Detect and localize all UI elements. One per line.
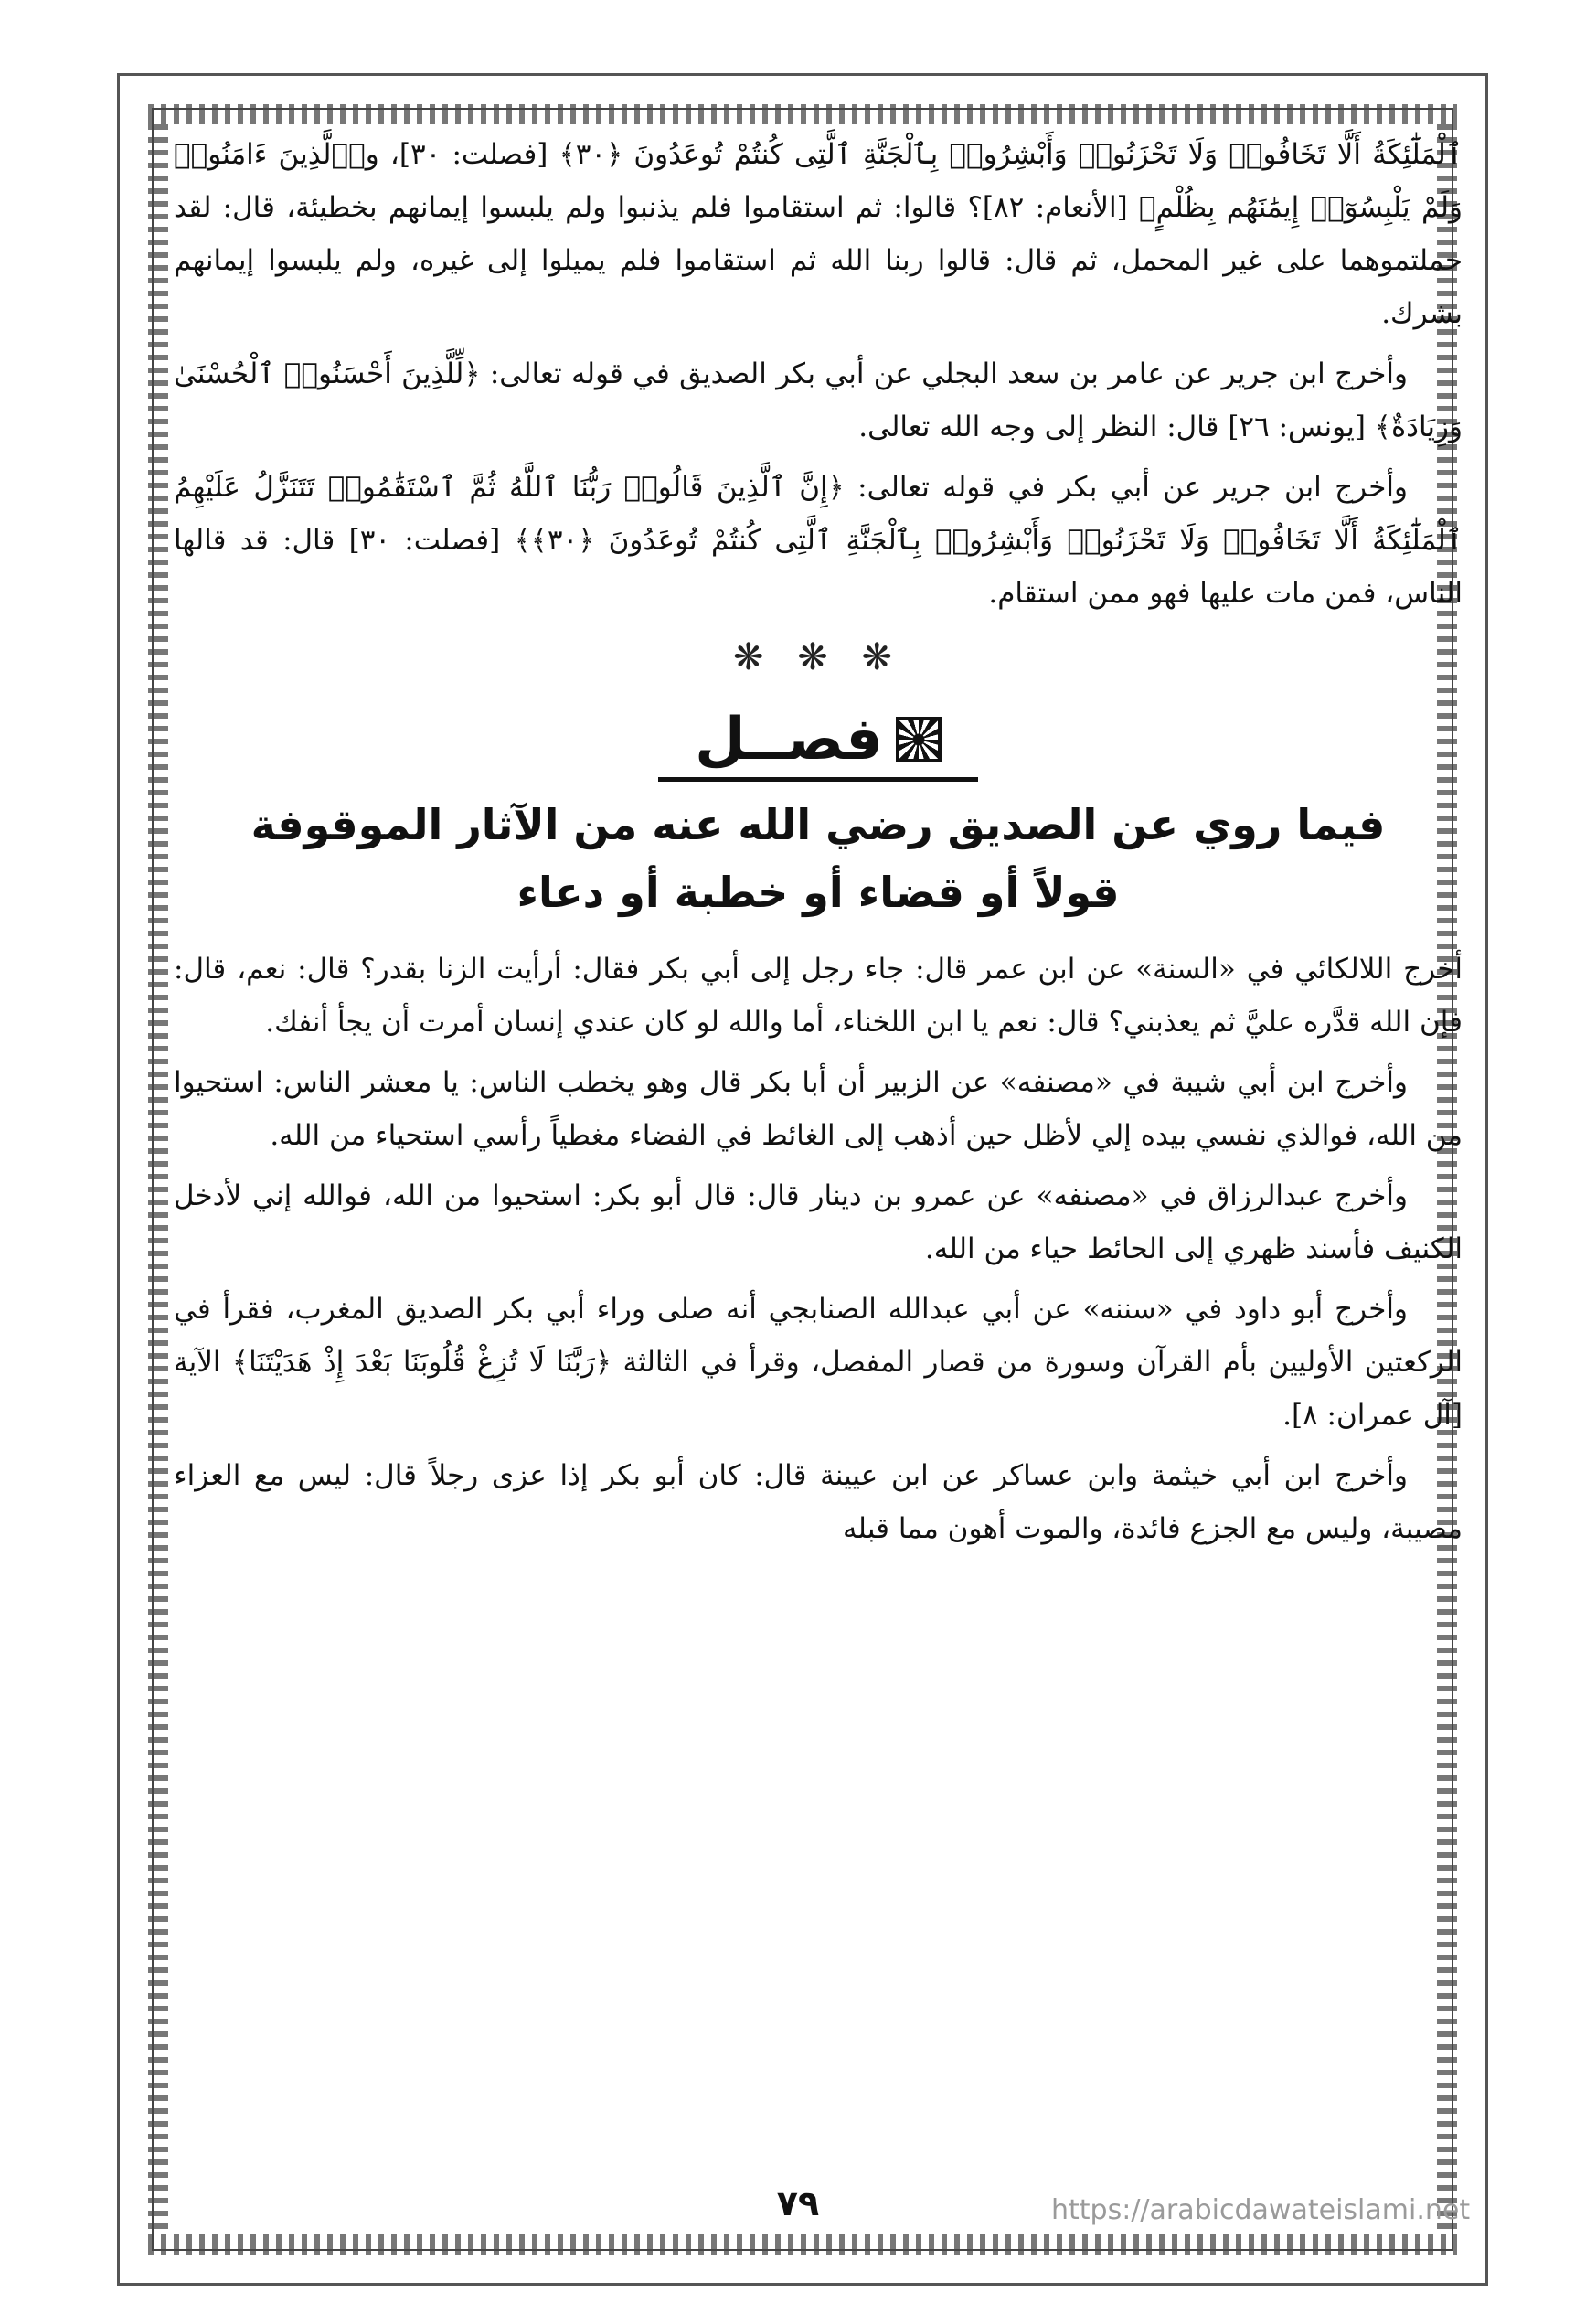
paragraph: ٱلْمَلَٰٓئِكَةُ أَلَّا تَخَافُوا۟ وَلَا تَحْزَنُوا۟ وَأَبْشِرُوا۟ بِٱلْجَنَّةِ ٱلَّتِى كُنتُمْ تُوعَدُونَ ﴿٣٠﴾ [فصلت: ٣٠]، و﴿ٱلَّذِينَ ءَامَنُوا۟ وَلَمْ يَلْبِسُوٓا۟ إِيمَٰنَهُم بِظُلْمٍ﴾ [الأنعام: ٨٢]؟ قالوا: ثم استقاموا فلم يذنبوا ولم يلبسوا إيمانهم بخطيئة، قال: لقد حملتموهما على غير المحمل، ثم قال: قالوا ربنا الله ثم استقاموا فلم يميلوا إلى غيره، ولم يلبسوا إيمانهم بشرك. bbox=[174, 138, 1463, 330]
paragraph: وأخرج عبدالرزاق في «مصنفه» عن عمرو بن دينار قال: قال أبو بكر: استحيوا من الله، فوالله إني لأدخل الكنيف فأسند ظهري إلى الحائط حياء من الله. bbox=[174, 1179, 1463, 1265]
bottom-text-block bbox=[174, 943, 1463, 1555]
watermark-url: https://arabicdawateislami.net bbox=[1051, 2194, 1471, 2226]
page-number: ٧٩ bbox=[776, 2183, 820, 2223]
paragraph: وأخرج ابن جرير عن عامر بن سعد البجلي عن أبي بكر الصديق في قوله تعالى: ﴿لِّلَّذِينَ أَحْسَنُوا۟ ٱلْحُسْنَىٰ وَزِيَادَةٌ﴾ [يونس: ٢٦] قال: النظر إلى وجه الله تعالى. bbox=[174, 357, 1463, 443]
chapter-heading-line1: فيما روي عن الصديق رضي الله عنه من الآثار الموقوفة bbox=[250, 800, 1386, 849]
paragraph: وأخرج ابن أبي شيبة في «مصنفه» عن الزبير أن أبا بكر قال وهو يخطب الناس: يا معشر الناس: استحيوا من الله، فوالذي نفسي بيده إلي لأظل حين أذهب إلى الغائط في الفضاء مغطياً رأسي استحياء من الله. bbox=[174, 1066, 1463, 1152]
section-label: فصــل bbox=[695, 706, 883, 773]
section-label-wrap bbox=[658, 706, 978, 782]
paragraph: أخرج اللالكائي في «السنة» عن ابن عمر قال: جاء رجل إلى أبي بكر فقال: أرأيت الزنا بقدر؟ قال: نعم، قال: فإن الله قدَّره عليَّ ثم يعذبني؟ قال: نعم يا ابن اللخناء، أما والله لو كان عندي إنسان أمرت أن يجأ أنفك. bbox=[174, 953, 1463, 1039]
paragraph: وأخرج ابن جرير عن أبي بكر في قوله تعالى: ﴿إِنَّ ٱلَّذِينَ قَالُوا۟ رَبُّنَا ٱللَّهُ ثُمَّ ٱسْتَقَٰمُوا۟ تَتَنَزَّلُ عَلَيْهِمُ ٱلْمَلَٰٓئِكَةُ أَلَّا تَخَافُوا۟ وَلَا تَحْزَنُوا۟ وَأَبْشِرُوا۟ بِٱلْجَنَّةِ ٱلَّتِى كُنتُمْ تُوعَدُونَ ﴿٣٠﴾﴾ [فصلت: ٣٠] قال: قد قالها الناس، فمن مات عليها فهو ممن استقام. bbox=[174, 471, 1463, 610]
paragraph: وأخرج ابن أبي خيثمة وابن عساكر عن ابن عيينة قال: كان أبو بكر إذا عزى رجلاً قال: ليس مع العزاء مصيبة، وليس مع الجزع فائدة، والموت أهون مما قبله bbox=[174, 1459, 1463, 1545]
top-text-block bbox=[174, 128, 1463, 620]
section-title bbox=[174, 706, 1463, 782]
separator-stars: ❋ ❋ ❋ bbox=[733, 636, 903, 678]
page-content bbox=[174, 128, 1463, 2222]
chapter-heading-line2: قولاً أو قضاء أو خطبة أو دعاء bbox=[516, 868, 1120, 917]
paragraph: وأخرج أبو داود في «سننه» عن أبي عبدالله الصنابجي أنه صلى وراء أبي بكر الصديق المغرب، فقرأ في الركعتين الأوليين بأم القرآن وسورة من قصار المفصل، وقرأ في الثالثة ﴿رَبَّنَا لَا تُزِغْ قُلُوبَنَا بَعْدَ إِذْ هَدَيْتَنَا﴾ الآية [آل عمران: ٨]. bbox=[174, 1293, 1463, 1432]
ornament-icon bbox=[896, 717, 942, 762]
